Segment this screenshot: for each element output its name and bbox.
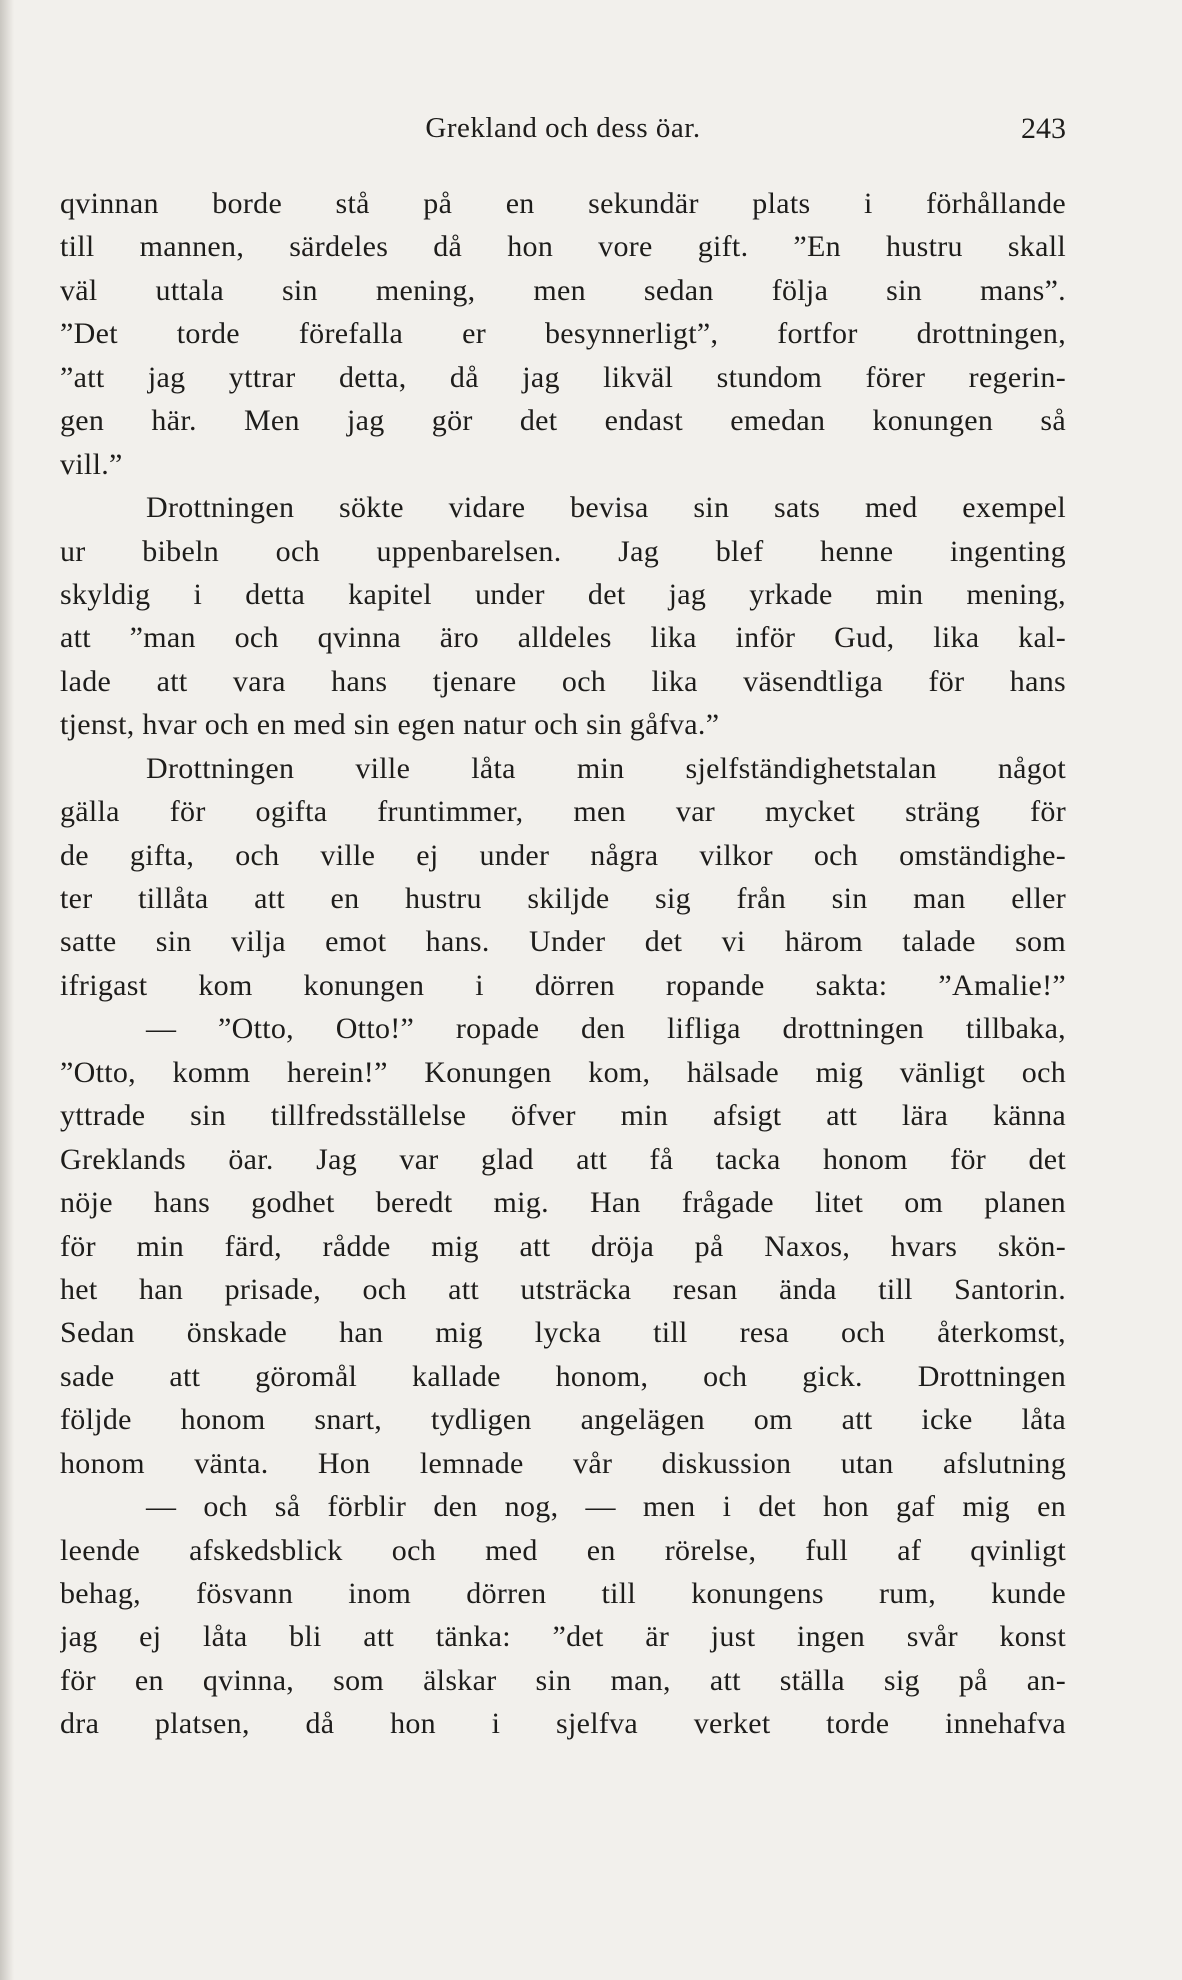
text-line: Greklands öar. Jag var glad att få tacka honom för det: [60, 1142, 1066, 1176]
text-line: följde honom snart, tydligen angelägen om att icke låta: [60, 1403, 1066, 1437]
body-text: [60, 182, 1066, 1746]
text-line: honom vänta. Hon lemnade vår diskussion utan afslutning: [60, 1446, 1066, 1480]
text-line: att ”man och qvinna äro alldeles lika inför Gud, lika kal-: [60, 621, 1066, 655]
text-line: Sedan önskade han mig lycka till resa och återkomst,: [60, 1316, 1066, 1350]
text-line: för en qvinna, som älskar sin man, att ställa sig på an-: [60, 1663, 1066, 1697]
text-line: jag ej låta bli att tänka: ”det är just ingen svår konst: [60, 1620, 1066, 1654]
text-line: Drottningen sökte vidare bevisa sin sats med exempel: [146, 491, 1066, 525]
text-line: yttrade sin tillfredsställelse öfver min afsigt att lära känna: [60, 1099, 1066, 1133]
text-line: leende afskedsblick och med en rörelse, full af qvinligt: [60, 1533, 1066, 1567]
text-line: het han prisade, och att utsträcka resan ända till Santorin.: [60, 1272, 1066, 1306]
text-line: de gifta, och ville ej under några vilkor och omständighe-: [60, 838, 1066, 872]
text-line: behag, fösvann inom dörren till konungens rum, kunde: [60, 1577, 1066, 1610]
text-line: vill.”: [60, 447, 123, 481]
text-line: ”Det torde förefalla er besynnerligt”, fortfor drottningen,: [60, 317, 1066, 351]
text-line: ”att jag yttrar detta, då jag likväl stundom förer regerin-: [60, 360, 1066, 394]
page-edge-shadow: [0, 0, 14, 1980]
text-line: väl uttala sin mening, men sedan följa sin mans”.: [60, 273, 1066, 307]
text-line: lade att vara hans tjenare och lika väsendtliga för hans: [60, 664, 1066, 698]
text-line: skyldig i detta kapitel under det jag yrkade min mening,: [60, 577, 1066, 611]
text-line: ”Otto, komm herein!” Konungen kom, hälsade mig vänligt och: [60, 1055, 1066, 1089]
text-line: nöje hans godhet beredt mig. Han frågade litet om planen: [60, 1186, 1066, 1220]
text-line: satte sin vilja emot hans. Under det vi härom talade som: [60, 925, 1066, 959]
text-line: ur bibeln och uppenbarelsen. Jag blef henne ingenting: [60, 534, 1066, 568]
text-line: ter tillåta att en hustru skiljde sig från sin man eller: [60, 882, 1066, 915]
text-line: för min färd, rådde mig att dröja på Naxos, hvars skön-: [60, 1229, 1066, 1263]
text-line: tjenst, hvar och en med sin egen natur och sin gåfva.”: [60, 708, 720, 742]
text-line: gen här. Men jag gör det endast emedan konungen så: [60, 404, 1066, 438]
text-line: — och så förblir den nog, — men i det hon gaf mig en: [146, 1490, 1066, 1524]
text-line: ifrigast kom konungen i dörren ropande sakta: ”Amalie!”: [60, 968, 1066, 1002]
text-line: dra platsen, då hon i sjelfva verket torde innehafva: [60, 1707, 1066, 1741]
text-line: Drottningen ville låta min sjelfständighetstalan något: [146, 751, 1066, 785]
text-line: — ”Otto, Otto!” ropade den lifliga drottningen tillbaka,: [146, 1012, 1066, 1046]
text-line: gälla för ogifta fruntimmer, men var mycket sträng för: [60, 795, 1066, 829]
page-header: [60, 112, 1066, 152]
text-line: till mannen, särdeles då hon vore gift. ”En hustru skall: [60, 230, 1066, 264]
running-title: Grekland och dess öar.: [425, 112, 701, 144]
page-number: 243: [1021, 112, 1066, 145]
text-line: sade att göromål kallade honom, och gick. Drottningen: [60, 1359, 1066, 1393]
text-line: qvinnan borde stå på en sekundär plats i förhållande: [60, 187, 1066, 220]
